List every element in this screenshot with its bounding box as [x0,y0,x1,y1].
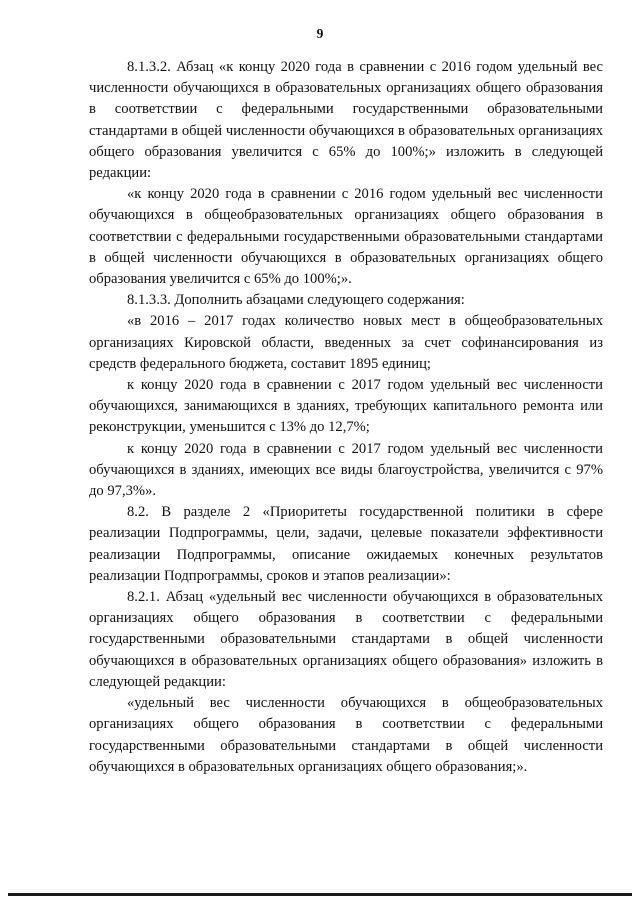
paragraph-8-2-1: 8.2.1. Абзац «удельный вес численности обучающихся в образовательных организациях общего образования в соответствии с федеральными государственными образовательными стандартами в общей численности обучающихся в образовательных организациях общего образования» изложить в следующей редакции: [89,589,603,690]
document-body [89,57,603,778]
bottom-border-line [8,893,632,896]
paragraph-amenities: к концу 2020 года в сравнении с 2017 годом удельный вес численности обучающихся в зданиях, имеющих все виды благоустройства, увеличится с 97% до 97,3%». [89,440,603,500]
paragraph-capital-repair: к концу 2020 года в сравнении с 2017 годом удельный вес численности обучающихся, занимающихся в зданиях, требующих капитального ремонта или реконструкции, уменьшится с 13% до 12,7%; [89,377,603,436]
paragraph-8-1-3-2: 8.1.3.2. Абзац «к концу 2020 года в сравнении с 2016 годом удельный вес численности обучающихся в образовательных организациях общего образования в соответствии с федеральными государственными образовательными стандартами в общей численности обучающихся в образовательных организациях общего образования увеличится с 65% до 100%;» изложить в следующей редакции: [89,59,603,182]
page-number: 9 [316,26,324,41]
paragraph-new-wording-2: «удельный вес численности обучающихся в общеобразовательных организациях общего образования в соответствии с федеральными государственными образовательными стандартами в общей численности обучающихся в образовательных организациях общего образования;». [89,695,603,775]
paragraph-8-2: 8.2. В разделе 2 «Приоритеты государственной политики в сфере реализации Подпрограммы, цели, задачи, целевые показатели эффективности реализации Подпрограммы, описание ожидаемых конечных результатов реализации Подпрограммы, сроков и этапов реализации»: [89,504,603,584]
paragraph-new-wording-1: «к концу 2020 года в сравнении с 2016 годом удельный вес численности обучающихся в общеобразовательных организациях общего образования в соответствии с федеральными государственными образовательными стандартами в общей численности обучающихся в образовательных организациях общего образования увеличится с 65% до 100%;». [89,186,603,288]
paragraph-8-1-3-3: 8.1.3.3. Дополнить абзацами следующего содержания: [127,292,465,309]
paragraph-new-places: «в 2016 – 2017 годах количество новых мест в общеобразовательных организациях Кировской области, введенных за счет софинансирования из средств федерального бюджета, составит 1895 единиц; [89,313,603,372]
